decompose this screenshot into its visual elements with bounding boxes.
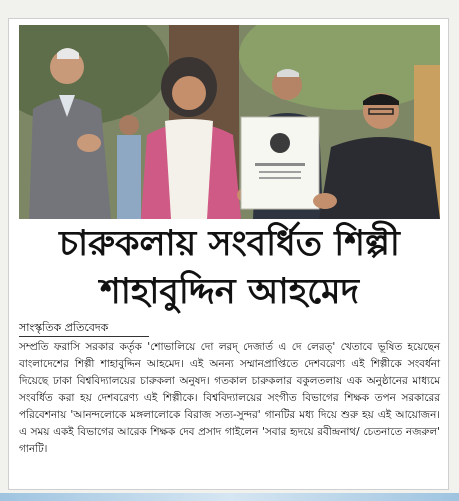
certificate	[241, 117, 319, 209]
byline-underline	[19, 336, 149, 337]
page-bottom-bar	[0, 493, 459, 501]
article-body: সম্প্রতি ফরাসি সরকার কর্তৃক 'শোভালিয়ে দো লরদ্ দেজার্ত এ দে লেরত্' খেতাবে ভূষিত হয়েছেন বাংলাদেশের শিল্পী শাহাবুদ্দিন আহমেদ। এই অনন্য সম্মানপ্রাপ্তিতে দেশবরেণ্য এই শিল্পীকে সংবর্ধনা দিয়েছে ঢাকা বিশ্ববিদ্যালয়ের চারুকলা অনুষদ। গতকাল চারুকলার বকুলতলায় এক অনুষ্ঠানের মাধ্যমে সংবর্ধিত করা হয় দেশবরেণ্য এই শিল্পীকে। বিশ্ববিদ্যালয়ের সংগীত বিভাগের শিক্ষক তপন সরকারের পরিবেশনায় 'আনন্দলোকে মঙ্গলালোকে বিরাজ সত্য-সুন্দর' গানটির মধ্য দিয়ে শুরু হয় এই আয়োজন। এ সময় একই বিভাগের আরেক শিক্ষক দেব প্রসাদ গাইলেন 'সবার হৃদয়ে রবীন্দ্রনাথ/ চেতনাতে নজরুল' গানটি।	[19, 341, 440, 455]
photo-illustration	[19, 25, 440, 219]
news-photo	[19, 25, 440, 219]
headline-line-1: চারুকলায় সংবর্ধিত শিল্পী	[59, 224, 400, 264]
byline: সাংস্কৃতিক প্রতিবেদক	[19, 321, 109, 334]
newspaper-clipping	[8, 18, 449, 490]
headline-line-2: শাহাবুদ্দিন আহমেদ	[100, 272, 359, 312]
